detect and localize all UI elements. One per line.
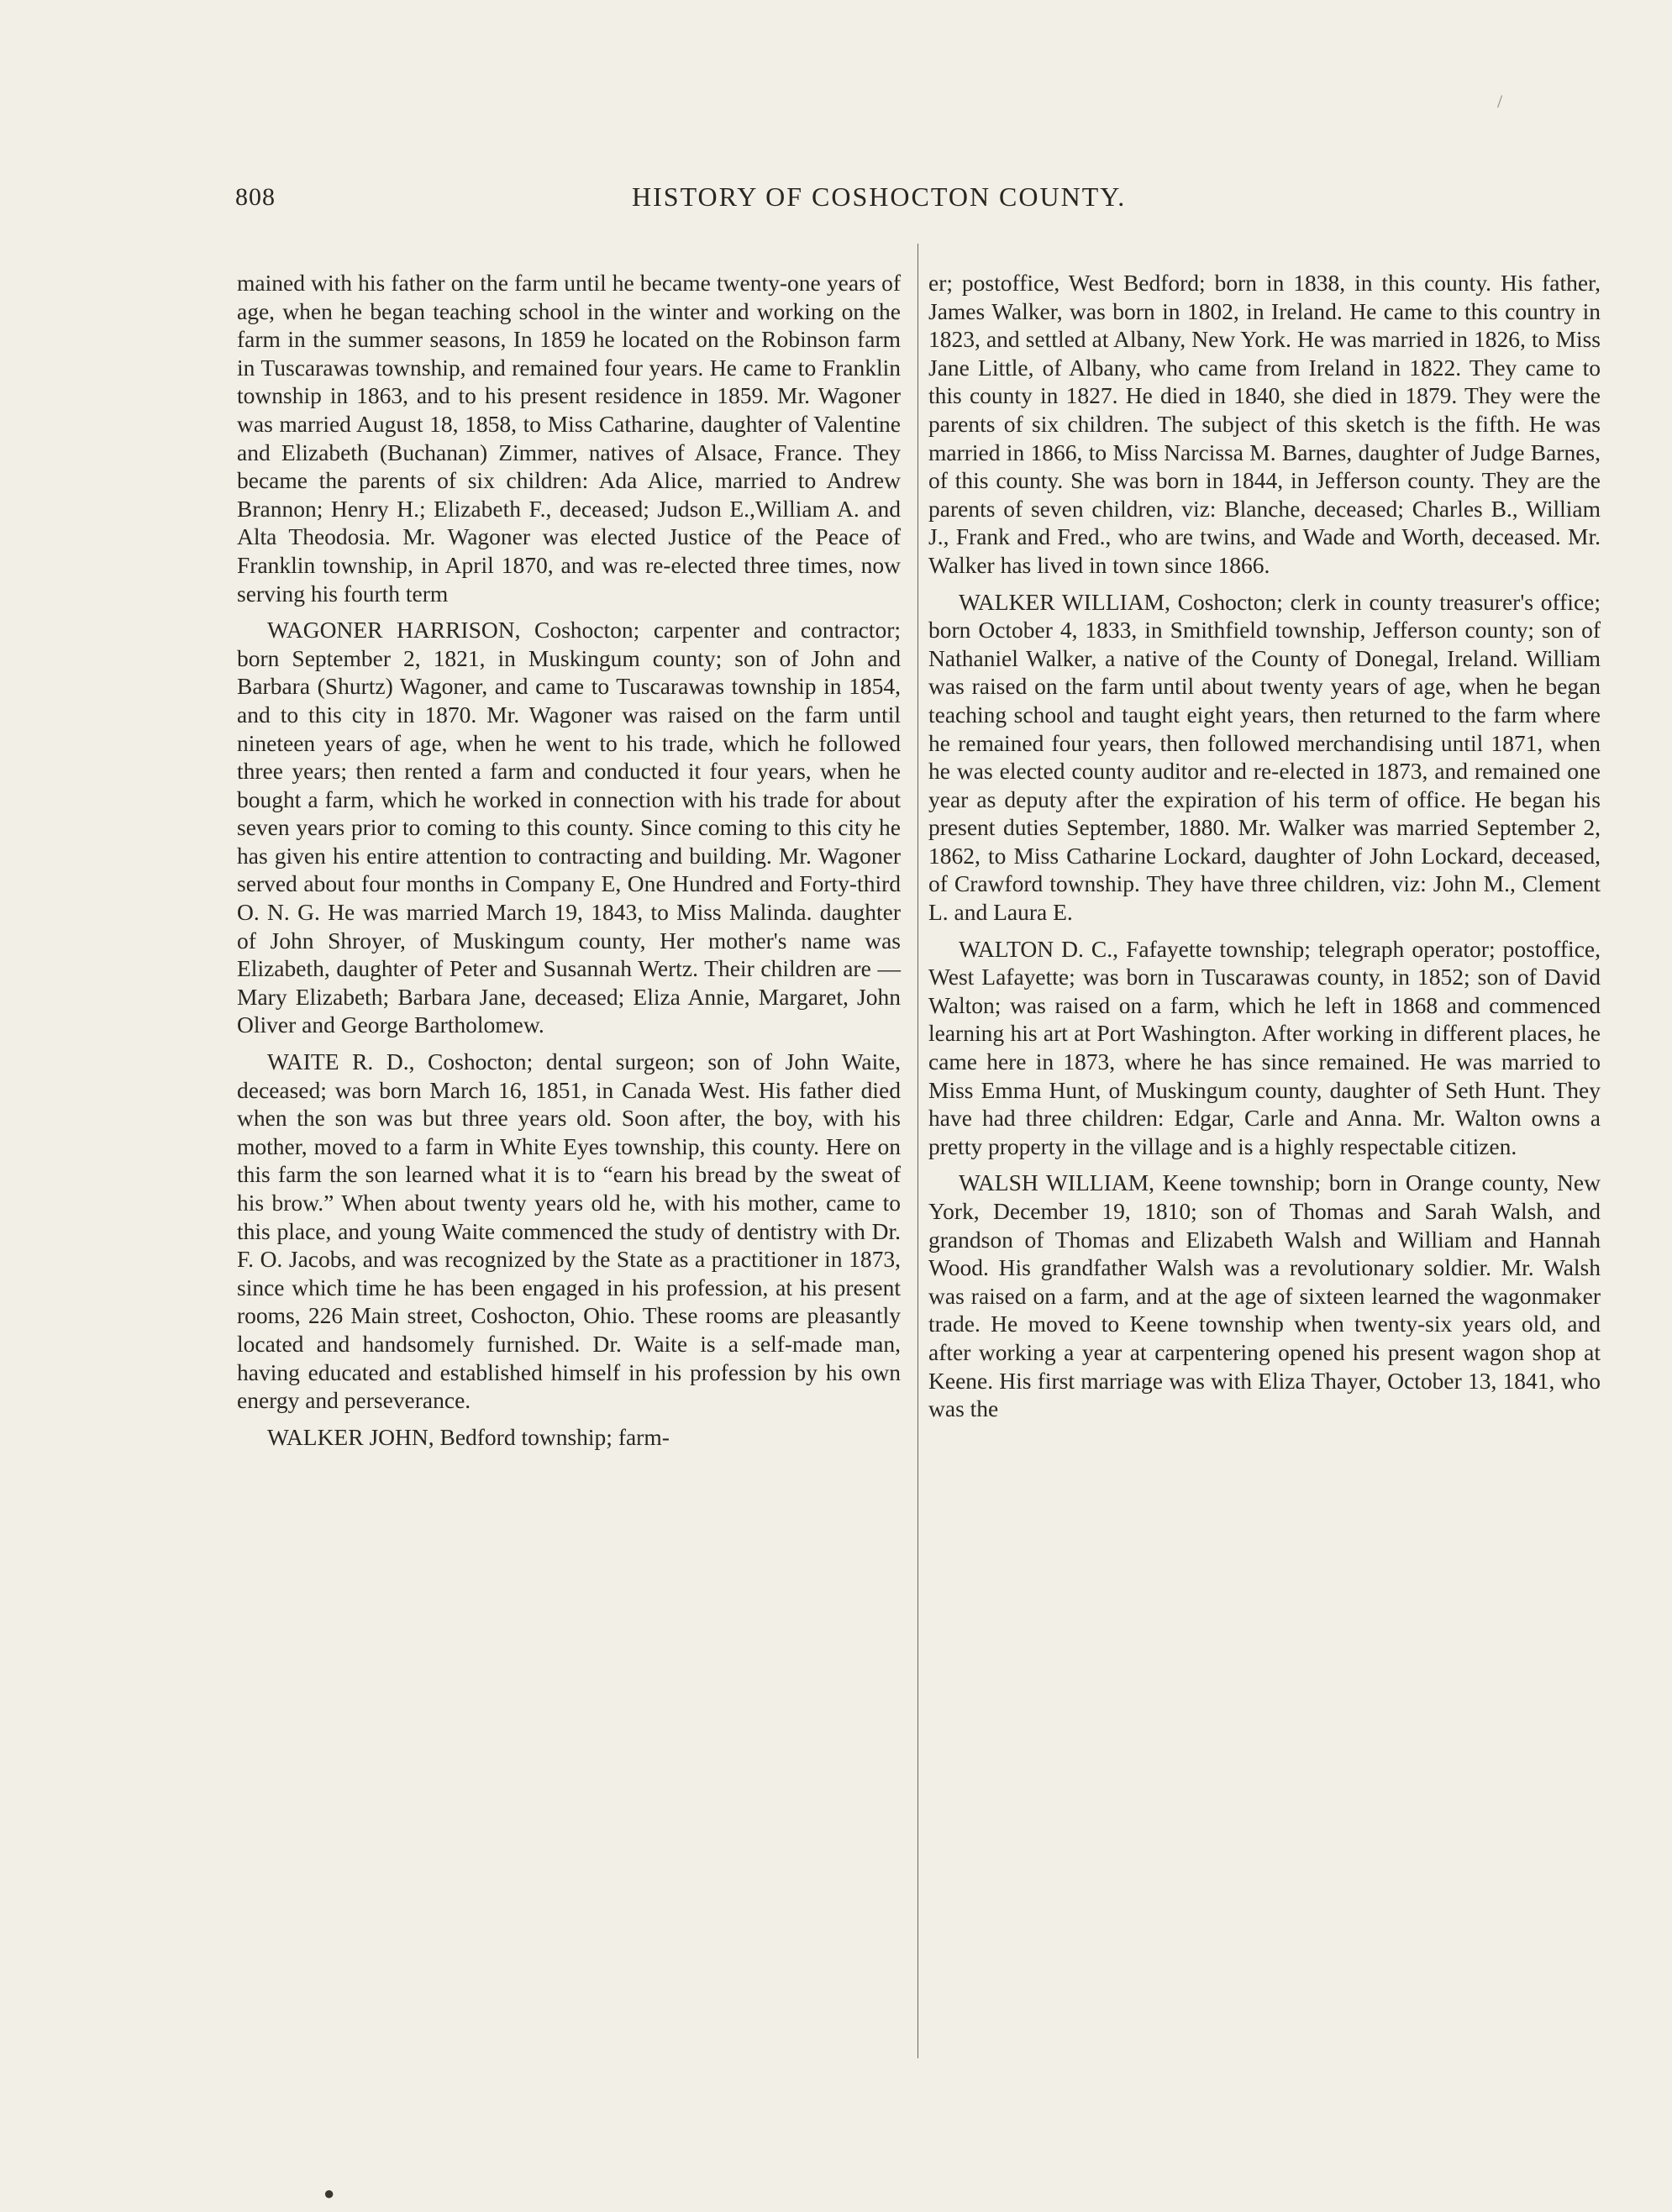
entry-wagoner-harrison: WAGONER HARRISON, Coshocton; carpenter and contractor; born September 2, 1821, in Muskingum county; son of John and Barbara (Shurtz) Wagoner, and came to Tuscarawas township in 1854, and to this city in 1870. Mr. Wagoner was raised on the farm until nineteen years of age, when he went to his trade, which he followed three years; then rented a farm and conducted it four years, when he bought a farm, which he worked in connection with his trade for about seven years prior to coming to this county. Since coming to this city he has given his entire attention to contracting and building. Mr. Wagoner served about four months in Company E, One Hundred and Forty-third O. N. G. He was married March 19, 1843, to Miss Malinda. daughter of John Shroyer, of Muskingum county, Her mother's name was Elizabeth, daughter of Peter and Susannah Wertz. Their children are —Mary Elizabeth; Barbara Jane, deceased; Eliza Annie, Margaret, John Oliver and George Bartholomew. <box>237 617 901 1038</box>
ink-speck: ● <box>323 2183 335 2204</box>
entry-walton-d-c: WALTON D. C., Fafayette township; telegraph operator; postoffice, West Lafayette; was born in Tuscarawas county, in 1852; son of David Walton; was raised on a farm, which he left in 1868 and commenced learning his art at Port Washington. After working in different places, he came here in 1873, where he has since remained. He was married to Miss Emma Hunt, of Muskingum county, daughter of Seth Hunt. They have had three children: Edgar, Carle and Anna. Mr. Walton owns a pretty property in the village and is a highly respectable citizen. <box>928 935 1601 1159</box>
entry-walker-william: WALKER WILLIAM, Coshocton; clerk in county treasurer's office; born October 4, 1833, in Smithfield township, Jefferson county; son of Nathaniel Walker, a native of the County of Donegal, Ireland. William was raised on the farm until about twenty years of age, when he began teaching school and taught eight years, then returned to the farm where he remained four years, then followed merchandising until 1871, when he was elected county auditor and re-elected in 1873, and remained one year as deputy after the expiration of his term of office. He began his present duties September, 1880. Mr. Walker was married September 2, 1862, to Miss Catharine Lockard, daughter of John Lockard, deceased, of Crawford township. They have three children, viz: John M., Clement L. and Laura E. <box>928 588 1601 926</box>
left-column <box>237 269 901 1459</box>
right-column <box>928 269 1601 1432</box>
entry-waite-r-d: WAITE R. D., Coshocton; dental surgeon; son of John Waite, deceased; was born March 16, 1851, in Canada West. His father died when the son was but three years old. Soon after, the boy, with his mother, moved to a farm in White Eyes township, this county. Here on this farm the son learned what it is to “earn his bread by the sweat of his brow.” When about twenty years old he, with his mother, came to this place, and young Waite commenced the study of dentistry with Dr. F. O. Jacobs, and was recognized by the State as a practitioner in 1873, since which time he has been engaged in his profession, at his present rooms, 226 Main street, Coshocton, Ohio. These rooms are pleasantly located and handsomely furnished. Dr. Waite is a self-made man, having educated and established himself in his profession by his own energy and perseverance. <box>237 1048 901 1414</box>
paragraph-wagoner-continued: mained with his father on the farm until he became twenty-one years of age, when he began teaching school in the winter and working on the farm in the summer seasons, In 1859 he located on the Robinson farm in Tuscarawas township, and remained four years. He came to Franklin township in 1863, and to his present residence in 1859. Mr. Wagoner was married August 18, 1858, to Miss Catharine, daughter of Valentine and Elizabeth (Buchanan) Zimmer, natives of Alsace, France. They became the parents of six children: Ada Alice, married to Andrew Brannon; Henry H.; Elizabeth F., deceased; Judson E.,William A. and Alta Theodosia. Mr. Wagoner was elected Justice of the Peace of Franklin township, in April 1870, and was re-elected three times, now serving his fourth term <box>237 270 901 607</box>
margin-tick-mark: / <box>1497 91 1503 112</box>
entry-walsh-william: WALSH WILLIAM, Keene township; born in Orange county, New York, December 19, 1810; son of Thomas and Sarah Walsh, and grandson of Thomas and Elizabeth Walsh and William and Hannah Wood. His grandfather Walsh was a revolutionary soldier. Mr. Walsh was raised on a farm, and at the age of sixteen learned the wagonmaker trade. He moved to Keene township when twenty-six years old, and after working a year at carpentering opened his present wagon shop at Keene. His first marriage was with Eliza Thayer, October 13, 1841, who was the <box>928 1169 1601 1422</box>
running-title: HISTORY OF COSHOCTON COUNTY. <box>632 181 1127 212</box>
paragraph-walker-john-continued: er; postoffice, West Bedford; born in 1838, in this county. His father, James Walker, was born in 1802, in Ireland. He came to this country in 1823, and settled at Albany, New York. He was married in 1826, to Miss Jane Little, of Albany, who came from Ireland in 1822. They came to this county in 1827. He died in 1840, she died in 1879. They were the parents of six children. The subject of this sketch is the fifth. He was married in 1866, to Miss Narcissa M. Barnes, daughter of Judge Barnes, of this county. She was born in 1844, in Jefferson county. They are the parents of seven children, viz: Blanche, deceased; Charles B., William J., Frank and Fred., who are twins, and Wade and Worth, deceased. Mr. Walker has lived in town since 1866. <box>928 270 1601 578</box>
page-number: 808 <box>235 183 276 211</box>
column-divider <box>917 244 918 2058</box>
entry-walker-john-start: WALKER JOHN, Bedford township; farm- <box>267 1423 670 1450</box>
